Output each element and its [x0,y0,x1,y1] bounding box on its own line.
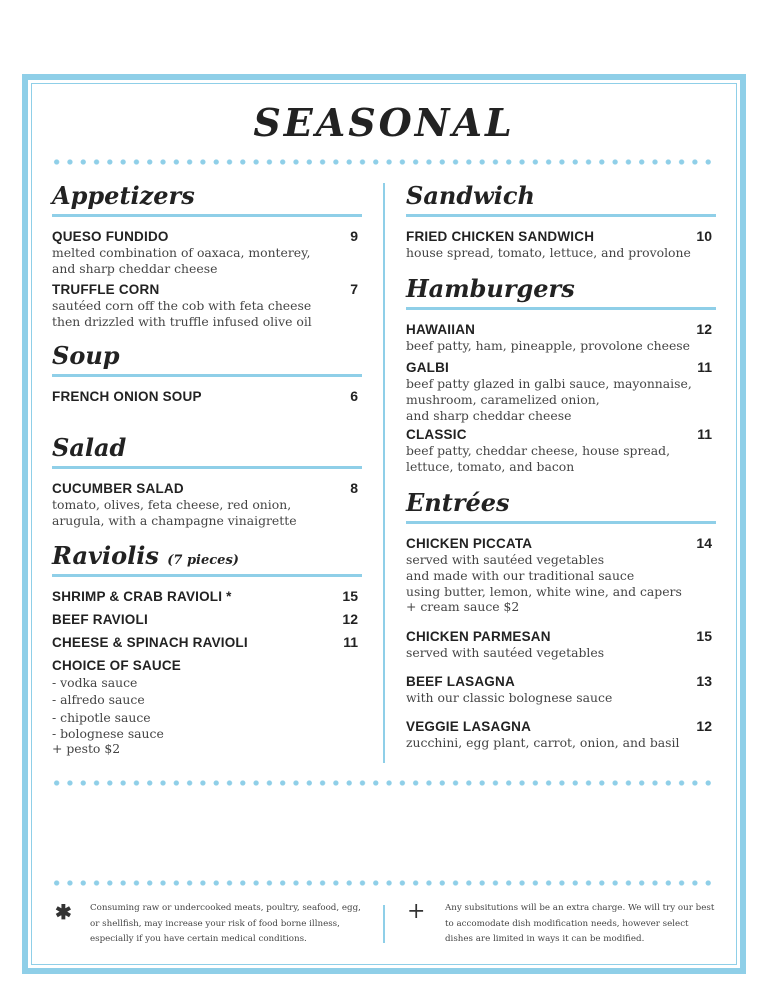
sauce-heading: CHOICE OF SAUCE [52,658,182,673]
item-price: 12 [696,718,712,734]
item-price: 14 [696,535,712,551]
menu-item [406,359,716,423]
menu-item [52,634,362,651]
sauce-option: - vodka sauce [52,675,138,690]
asterisk-icon: ✱ [55,900,72,924]
item-name: VEGGIE LASAGNA [406,719,532,734]
portion-note: (7 pieces) [167,553,239,568]
item-description: served with sautéed vegetables and made with our traditional sauce using butter, lemon, white wine, and capers + cream sauce $2 [406,552,682,615]
food-safety-notice: Consuming raw or undercooked meats, poultry, seafood, egg, or shellfish, may increase your risk of food borne illness, especially if you have certain medical conditions. [90,903,361,944]
item-name: HAWAIIAN [406,322,476,337]
item-description: beef patty, ham, pineapple, provolone cheese [406,338,690,353]
section-heading: Sandwich [406,180,716,217]
menu-item [52,388,362,405]
section-entrees [406,487,716,750]
item-price: 15 [342,588,358,604]
item-description: served with sautéed vegetables [406,645,605,660]
sauce-option: - chipotle sauce [52,709,151,725]
menu-item [406,673,716,706]
item-price: 7 [350,281,358,297]
item-price: 15 [696,628,712,644]
footer-divider [383,905,385,943]
section-heading: Entrées [406,487,716,524]
sauce-option: - bolognese sauce [52,726,164,742]
section-sandwich [406,180,716,260]
item-price: 10 [696,228,712,244]
dotted-divider-middle [50,780,718,786]
sauce-extra: + pesto $2 [52,741,121,757]
section-appetizers [52,180,362,329]
menu-item [406,426,716,475]
item-name: CHEESE & SPINACH RAVIOLI [52,635,248,650]
item-price: 11 [697,426,712,442]
item-name: TRUFFLE CORN [52,282,160,297]
dotted-divider-footer [50,880,718,886]
menu-item [406,321,716,354]
item-name: BEEF RAVIOLI [52,612,148,627]
item-name: FRIED CHICKEN SANDWICH [406,229,595,244]
item-name: CUCUMBER SALAD [52,481,184,496]
item-description: beef patty glazed in galbi sauce, mayonnaise, mushroom, caramelized onion, and sharp cheddar cheese [406,376,692,423]
sauce-list [52,657,362,757]
menu-item [52,588,362,605]
item-description: melted combination of oaxaca, monterey, and sharp cheddar cheese [52,245,311,276]
section-soup [52,340,362,404]
substitution-notice: Any subsitutions will be an extra charge. We will try our best to accomodate dish modification needs, however select dishes are limited in ways it can be modified. [445,903,715,944]
menu-item [406,628,716,661]
section-heading [52,540,362,577]
section-heading: Salad [52,432,362,469]
item-name: CHICKEN PICCATA [406,536,533,551]
menu-item [52,228,362,277]
section-hamburgers [406,273,716,474]
menu-item [406,718,716,751]
column-divider [383,183,385,763]
section-heading-text: Raviolis [52,541,159,570]
item-description: zucchini, egg plant, carrot, onion, and basil [406,735,680,750]
menu-item [406,228,716,261]
menu-item [52,281,362,330]
item-price: 6 [350,388,358,404]
item-name: CHICKEN PARMESAN [406,629,551,644]
item-price: 8 [350,480,358,496]
item-price: 12 [342,611,358,627]
plus-icon: + [407,899,426,924]
sauce-option: - alfredo sauce [52,692,145,708]
item-price: 12 [696,321,712,337]
item-price: 13 [696,673,712,689]
item-description: tomato, olives, feta cheese, red onion, arugula, with a champagne vinaigrette [52,497,297,528]
item-price: 9 [350,228,358,244]
item-description: beef patty, cheddar cheese, house spread, lettuce, tomato, and bacon [406,443,671,474]
item-name: BEEF LASAGNA [406,674,515,689]
item-name: GALBI [406,360,449,375]
item-description: with our classic bolognese sauce [406,690,613,705]
menu-item [52,480,362,529]
item-price: 11 [343,634,358,650]
section-heading: Hamburgers [406,273,716,310]
dotted-divider-top [50,159,718,165]
item-name: FRENCH ONION SOUP [52,389,202,404]
section-heading: Soup [52,340,362,377]
item-name: QUESO FUNDIDO [52,229,169,244]
item-name: SHRIMP & CRAB RAVIOLI * [52,589,232,604]
menu-item [52,611,362,628]
menu-item [406,535,716,615]
menu-title: SEASONAL [253,100,515,145]
section-heading: Appetizers [52,180,362,217]
item-name: CLASSIC [406,427,467,442]
item-price: 11 [697,359,712,375]
section-raviolis [52,540,362,757]
item-description: sautéed corn off the cob with feta cheese then drizzled with truffle infused olive oil [52,298,312,329]
section-salad [52,432,362,528]
item-description: house spread, tomato, lettuce, and provolone [406,245,691,260]
